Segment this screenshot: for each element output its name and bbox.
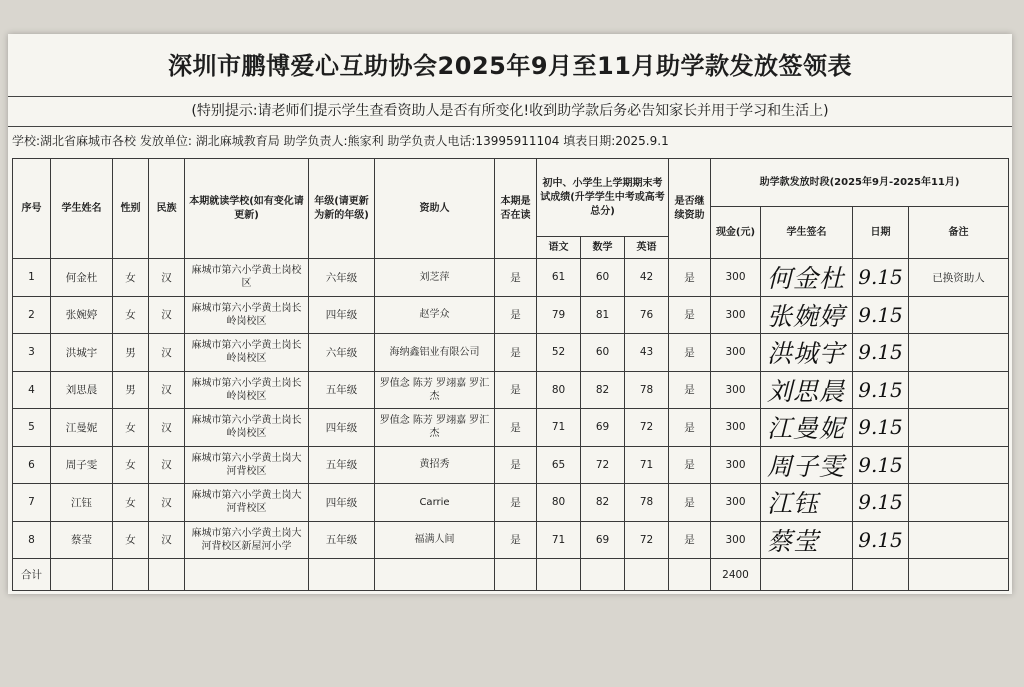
cell-no: 2 xyxy=(13,296,51,334)
cell-ethnicity: 汉 xyxy=(149,259,185,297)
cell-date: 9.15 xyxy=(853,371,909,409)
cell-signature: 江曼妮 xyxy=(761,409,853,447)
cell-enrolled: 是 xyxy=(495,296,537,334)
cell-no: 7 xyxy=(13,484,51,522)
cell-school: 麻城市第六小学黄土岗大河背校区 xyxy=(185,446,309,484)
cell-sponsor: 海纳鑫铝业有限公司 xyxy=(375,334,495,372)
cell-english: 42 xyxy=(625,259,669,297)
cell-english: 76 xyxy=(625,296,669,334)
form-info-line: 学校:湖北省麻城市各校 发放单位: 湖北麻城教育局 助学负责人:熊家利 助学负责人电话:13995911104 填表日期:2025.9.1 xyxy=(12,134,669,148)
cell-enrolled: 是 xyxy=(495,521,537,559)
cell-signature: 周子雯 xyxy=(761,446,853,484)
header-signature: 学生签名 xyxy=(761,207,853,259)
cell-date: 9.15 xyxy=(853,334,909,372)
header-cash: 现金(元) xyxy=(711,207,761,259)
header-ethnicity: 民族 xyxy=(149,159,185,259)
cell-enrolled: 是 xyxy=(495,484,537,522)
cell-date: 9.15 xyxy=(853,409,909,447)
cell-math: 60 xyxy=(581,259,625,297)
header-enrolled: 本期是否在读 xyxy=(495,159,537,259)
cell-sponsor: 刘芝萍 xyxy=(375,259,495,297)
cell-ethnicity: 汉 xyxy=(149,521,185,559)
cell-signature: 蔡莹 xyxy=(761,521,853,559)
cell-chinese: 80 xyxy=(537,484,581,522)
cell-no: 8 xyxy=(13,521,51,559)
cell-grade: 六年级 xyxy=(309,259,375,297)
cell-grade: 五年级 xyxy=(309,371,375,409)
distribution-table xyxy=(12,158,1009,591)
cell-cash: 300 xyxy=(711,446,761,484)
cell-math: 82 xyxy=(581,484,625,522)
cell-grade: 六年级 xyxy=(309,334,375,372)
cell-english: 78 xyxy=(625,371,669,409)
cell-gender: 女 xyxy=(113,446,149,484)
cell-math: 69 xyxy=(581,521,625,559)
cell-school: 麻城市第六小学黄土岗长岭岗校区 xyxy=(185,296,309,334)
cell-school: 麻城市第六小学黄土岗长岭岗校区 xyxy=(185,409,309,447)
table-row xyxy=(13,259,1009,297)
cell-name: 江曼妮 xyxy=(51,409,113,447)
cell-date: 9.15 xyxy=(853,484,909,522)
cell-remark xyxy=(909,296,1009,334)
cell-remark xyxy=(909,446,1009,484)
cell-gender: 女 xyxy=(113,259,149,297)
cell-school: 麻城市第六小学黄土岗长岭岗校区 xyxy=(185,371,309,409)
cell-continue: 是 xyxy=(669,259,711,297)
cell-continue: 是 xyxy=(669,484,711,522)
cell-enrolled: 是 xyxy=(495,409,537,447)
cell-gender: 男 xyxy=(113,334,149,372)
cell-continue: 是 xyxy=(669,334,711,372)
cell-grade: 四年级 xyxy=(309,296,375,334)
table-row xyxy=(13,521,1009,559)
cell-chinese: 80 xyxy=(537,371,581,409)
cell-chinese: 79 xyxy=(537,296,581,334)
cell-no: 5 xyxy=(13,409,51,447)
cell-signature: 洪城宇 xyxy=(761,334,853,372)
header-continue: 是否继续资助 xyxy=(669,159,711,259)
form-sheet xyxy=(8,34,1012,594)
cell-school: 麻城市第六小学黄土岗大河背校区新屋河小学 xyxy=(185,521,309,559)
cell-signature: 张婉婷 xyxy=(761,296,853,334)
cell-cash: 300 xyxy=(711,409,761,447)
cell-enrolled: 是 xyxy=(495,371,537,409)
header-date: 日期 xyxy=(853,207,909,259)
table-row xyxy=(13,409,1009,447)
cell-name: 刘思晨 xyxy=(51,371,113,409)
cell-gender: 女 xyxy=(113,409,149,447)
header-no: 序号 xyxy=(13,159,51,259)
cell-date: 9.15 xyxy=(853,521,909,559)
cell-continue: 是 xyxy=(669,521,711,559)
cell-remark xyxy=(909,521,1009,559)
cell-continue: 是 xyxy=(669,446,711,484)
cell-name: 蔡莹 xyxy=(51,521,113,559)
cell-remark xyxy=(909,484,1009,522)
cell-chinese: 65 xyxy=(537,446,581,484)
cell-ethnicity: 汉 xyxy=(149,334,185,372)
cell-school: 麻城市第六小学黄土岗校区 xyxy=(185,259,309,297)
page-title: 深圳市鹏博爱心互助协会2025年9月至11月助学款发放签领表 xyxy=(8,36,1012,97)
cell-school: 麻城市第六小学黄土岗长岭岗校区 xyxy=(185,334,309,372)
cell-sponsor: 赵学众 xyxy=(375,296,495,334)
total-row xyxy=(13,559,1009,591)
header-remark: 备注 xyxy=(909,207,1009,259)
cell-no: 4 xyxy=(13,371,51,409)
cell-grade: 五年级 xyxy=(309,446,375,484)
header-sponsor: 资助人 xyxy=(375,159,495,259)
cell-ethnicity: 汉 xyxy=(149,484,185,522)
cell-signature: 江钰 xyxy=(761,484,853,522)
cell-gender: 女 xyxy=(113,296,149,334)
cell-enrolled: 是 xyxy=(495,259,537,297)
cell-english: 78 xyxy=(625,484,669,522)
cell-chinese: 71 xyxy=(537,409,581,447)
cell-enrolled: 是 xyxy=(495,334,537,372)
cell-name: 洪城宇 xyxy=(51,334,113,372)
cell-ethnicity: 汉 xyxy=(149,296,185,334)
header-name: 学生姓名 xyxy=(51,159,113,259)
cell-grade: 四年级 xyxy=(309,484,375,522)
cell-math: 60 xyxy=(581,334,625,372)
table-row xyxy=(13,371,1009,409)
cell-remark: 已换资助人 xyxy=(909,259,1009,297)
cell-sponsor: 罗值念 陈芳 罗翊嘉 罗汇杰 xyxy=(375,371,495,409)
cell-school: 麻城市第六小学黄土岗大河背校区 xyxy=(185,484,309,522)
cell-grade: 四年级 xyxy=(309,409,375,447)
cell-math: 69 xyxy=(581,409,625,447)
header-school: 本期就读学校(如有变化请更新) xyxy=(185,159,309,259)
header-scores: 初中、小学生上学期期末考试成绩(升学学生中考或高考总分) xyxy=(537,159,669,237)
cell-gender: 男 xyxy=(113,371,149,409)
cell-enrolled: 是 xyxy=(495,446,537,484)
header-chinese: 语文 xyxy=(537,237,581,259)
cell-continue: 是 xyxy=(669,409,711,447)
cell-ethnicity: 汉 xyxy=(149,409,185,447)
cell-cash: 300 xyxy=(711,296,761,334)
total-label: 合计 xyxy=(13,559,51,591)
cell-grade: 五年级 xyxy=(309,521,375,559)
cell-remark xyxy=(909,371,1009,409)
cell-remark xyxy=(909,334,1009,372)
cell-chinese: 71 xyxy=(537,521,581,559)
cell-english: 72 xyxy=(625,409,669,447)
cell-cash: 300 xyxy=(711,334,761,372)
cell-gender: 女 xyxy=(113,484,149,522)
cell-no: 3 xyxy=(13,334,51,372)
cell-math: 82 xyxy=(581,371,625,409)
cell-date: 9.15 xyxy=(853,296,909,334)
cell-ethnicity: 汉 xyxy=(149,446,185,484)
cell-continue: 是 xyxy=(669,296,711,334)
header-period: 助学款发放时段(2025年9月-2025年11月) xyxy=(711,159,1009,207)
cell-english: 71 xyxy=(625,446,669,484)
total-cash: 2400 xyxy=(711,559,761,591)
cell-signature: 何金杜 xyxy=(761,259,853,297)
cell-date: 9.15 xyxy=(853,259,909,297)
cell-continue: 是 xyxy=(669,371,711,409)
table-row xyxy=(13,296,1009,334)
cell-name: 张婉婷 xyxy=(51,296,113,334)
cell-signature: 刘思晨 xyxy=(761,371,853,409)
cell-english: 72 xyxy=(625,521,669,559)
header-english: 英语 xyxy=(625,237,669,259)
cell-remark xyxy=(909,409,1009,447)
cell-chinese: 61 xyxy=(537,259,581,297)
cell-cash: 300 xyxy=(711,484,761,522)
table-row xyxy=(13,334,1009,372)
table-row xyxy=(13,446,1009,484)
cell-cash: 300 xyxy=(711,259,761,297)
cell-no: 6 xyxy=(13,446,51,484)
cell-sponsor: 黄招秀 xyxy=(375,446,495,484)
cell-name: 江钰 xyxy=(51,484,113,522)
cell-sponsor: 福满人间 xyxy=(375,521,495,559)
cell-math: 72 xyxy=(581,446,625,484)
cell-date: 9.15 xyxy=(853,446,909,484)
cell-cash: 300 xyxy=(711,371,761,409)
cell-ethnicity: 汉 xyxy=(149,371,185,409)
cell-cash: 300 xyxy=(711,521,761,559)
header-math: 数学 xyxy=(581,237,625,259)
cell-sponsor: Carrie xyxy=(375,484,495,522)
cell-math: 81 xyxy=(581,296,625,334)
cell-sponsor: 罗值念 陈芳 罗翊嘉 罗汇杰 xyxy=(375,409,495,447)
cell-name: 周子雯 xyxy=(51,446,113,484)
cell-gender: 女 xyxy=(113,521,149,559)
header-grade: 年级(请更新为新的年级) xyxy=(309,159,375,259)
cell-name: 何金杜 xyxy=(51,259,113,297)
header-gender: 性别 xyxy=(113,159,149,259)
notice-text: (特别提示:请老师们提示学生查看资助人是否有所变化!收到助学款后务必告知家长并用于学习和生活上) xyxy=(8,96,1012,127)
table-row xyxy=(13,484,1009,522)
cell-chinese: 52 xyxy=(537,334,581,372)
cell-english: 43 xyxy=(625,334,669,372)
cell-no: 1 xyxy=(13,259,51,297)
